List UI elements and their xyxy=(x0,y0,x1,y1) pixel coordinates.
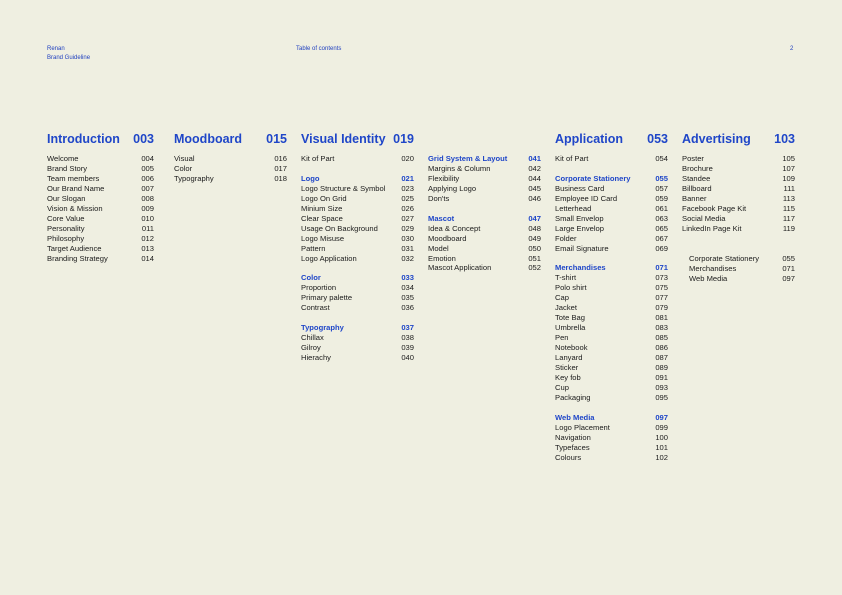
toc-item-label: Logo Structure & Symbol xyxy=(301,183,386,193)
toc-item[interactable] xyxy=(555,154,668,164)
toc-section-visual-identity-cont xyxy=(428,154,541,273)
toc-item-page: 095 xyxy=(655,392,668,402)
toc-list xyxy=(301,184,414,264)
toc-item[interactable] xyxy=(301,353,414,363)
toc-item[interactable] xyxy=(555,443,668,453)
toc-item[interactable] xyxy=(555,303,668,313)
toc-item[interactable] xyxy=(301,234,414,244)
toc-item-label: Poster xyxy=(682,154,704,163)
toc-item[interactable] xyxy=(682,224,795,234)
toc-item-label: Kit of Part xyxy=(301,154,335,163)
toc-item-page: 011 xyxy=(141,223,154,233)
toc-item-page: 099 xyxy=(655,422,668,432)
toc-item-label: Margins & Column xyxy=(428,163,491,173)
toc-item-page: 035 xyxy=(401,293,414,303)
toc-item-label: Logo On Grid xyxy=(301,193,347,203)
toc-section-moodboard xyxy=(174,132,287,184)
toc-item[interactable] xyxy=(301,283,414,293)
toc-item-page: 117 xyxy=(782,213,795,223)
toc-item-page: 093 xyxy=(655,382,668,392)
toc-item-label: Usage On Background xyxy=(301,223,378,233)
toc-item[interactable] xyxy=(47,154,154,164)
toc-item[interactable] xyxy=(301,154,414,164)
toc-item-page: 111 xyxy=(783,183,795,193)
toc-item-label: Pattern xyxy=(301,243,326,253)
toc-item-label: Key fob xyxy=(555,372,581,382)
toc-item[interactable] xyxy=(428,164,541,174)
toc-item-page: 086 xyxy=(655,343,668,353)
toc-item[interactable] xyxy=(47,214,154,224)
toc-item-page: 013 xyxy=(141,243,154,253)
toc-item-page: 113 xyxy=(782,193,795,203)
subsection-page: 097 xyxy=(655,412,668,422)
toc-item-page: 077 xyxy=(655,293,668,303)
toc-item-page: 091 xyxy=(655,372,668,382)
toc-item-label: Colours xyxy=(555,452,582,462)
toc-item-label: Large Envelop xyxy=(555,223,604,233)
toc-item-label: Brand Story xyxy=(47,163,88,173)
toc-item-label: Target Audience xyxy=(47,243,102,253)
toc-item-page: 061 xyxy=(655,203,668,213)
section-title-page: 015 xyxy=(266,132,287,146)
toc-item-label: Logo Placement xyxy=(555,422,610,432)
section-title[interactable] xyxy=(47,132,154,154)
toc-item-label: T-shirt xyxy=(555,273,577,283)
toc-item[interactable] xyxy=(555,244,668,254)
toc-item-label: Small Envelop xyxy=(555,213,604,223)
subsection-title: Logo xyxy=(301,173,320,183)
toc-item-page: 006 xyxy=(141,173,154,183)
toc-item[interactable] xyxy=(555,423,668,433)
toc-item-label: Primary palette xyxy=(301,293,353,303)
toc-item[interactable] xyxy=(555,204,668,214)
toc-item-label: Flexibility xyxy=(428,173,460,183)
section-title-label: Advertising xyxy=(682,132,751,146)
toc-item[interactable] xyxy=(301,184,414,194)
toc-item[interactable] xyxy=(555,333,668,343)
toc-section-introduction xyxy=(47,132,154,263)
toc-item-label: Emotion xyxy=(428,253,456,263)
toc-item-page: 042 xyxy=(528,163,541,173)
subsection-page: 033 xyxy=(401,273,414,283)
toc-section-application xyxy=(555,132,668,463)
toc-item[interactable] xyxy=(555,194,668,204)
subsection-logo[interactable] xyxy=(301,174,414,184)
brand-name: Renan xyxy=(47,46,65,52)
subsection-page: 047 xyxy=(528,213,541,223)
subsection-mascot[interactable] xyxy=(428,214,541,224)
toc-item[interactable] xyxy=(682,184,795,194)
toc-item-page: 105 xyxy=(782,154,795,163)
toc-item[interactable] xyxy=(689,254,795,264)
subsection-title: Corporate Stationery xyxy=(555,173,631,183)
toc-item-label: Clear Space xyxy=(301,213,343,223)
toc-item-label: Proportion xyxy=(301,283,337,293)
toc-item[interactable] xyxy=(174,154,287,164)
section-title[interactable] xyxy=(555,132,668,154)
toc-item[interactable] xyxy=(47,184,154,194)
toc-item-page: 087 xyxy=(655,353,668,363)
subsection-page: 071 xyxy=(655,263,668,273)
toc-item[interactable] xyxy=(555,373,668,383)
toc-item-page: 052 xyxy=(528,263,541,273)
toc-item-label: Billboard xyxy=(682,183,712,193)
toc-item-label: Lanyard xyxy=(555,353,583,363)
toc-item-page: 059 xyxy=(655,193,668,203)
toc-item-page: 107 xyxy=(782,163,795,173)
subsection-typography[interactable] xyxy=(301,323,414,333)
toc-item[interactable] xyxy=(301,194,414,204)
toc-item-label: Sticker xyxy=(555,362,579,372)
toc-item-label: Our Brand Name xyxy=(47,183,105,193)
toc-item-label: Chillax xyxy=(301,333,324,343)
toc-item-label: Contrast xyxy=(301,303,330,313)
toc-item[interactable] xyxy=(555,393,668,403)
subsection-title: Web Media xyxy=(555,412,595,422)
toc-item[interactable] xyxy=(428,184,541,194)
toc-item[interactable] xyxy=(428,224,541,234)
toc-item-page: 101 xyxy=(655,442,668,452)
toc-item-label: Kit of Part xyxy=(555,154,589,163)
toc-item-label: Business Card xyxy=(555,183,605,193)
toc-item-label: Facebook Page Kit xyxy=(682,203,747,213)
subsection-title: Merchandises xyxy=(555,263,606,273)
toc-item[interactable] xyxy=(555,184,668,194)
section-title[interactable] xyxy=(301,132,414,154)
toc-item-page: 079 xyxy=(655,303,668,313)
toc-item[interactable] xyxy=(47,174,154,184)
toc-item-label: LinkedIn Page Kit xyxy=(682,223,742,233)
toc-item-page: 010 xyxy=(141,213,154,223)
toc-item[interactable] xyxy=(301,303,414,313)
toc-item[interactable] xyxy=(47,224,154,234)
toc-item[interactable] xyxy=(301,343,414,353)
toc-section-visual-identity xyxy=(301,132,414,363)
toc-list xyxy=(682,254,795,284)
toc-item[interactable] xyxy=(555,214,668,224)
document-name: Brand Guideline xyxy=(47,55,91,61)
toc-item-label: Packaging xyxy=(555,392,591,402)
toc-item[interactable] xyxy=(47,164,154,174)
subsection-grid[interactable] xyxy=(428,154,541,164)
toc-list xyxy=(47,154,154,263)
toc-item-page: 063 xyxy=(655,213,668,223)
toc-item-label: Core Value xyxy=(47,213,85,223)
toc-item-label: Don'ts xyxy=(428,193,450,203)
toc-item-page: 045 xyxy=(528,183,541,193)
toc-item-page: 038 xyxy=(401,333,414,343)
toc-item[interactable] xyxy=(682,214,795,224)
toc-item-page: 018 xyxy=(274,173,287,183)
toc-item-page: 023 xyxy=(401,183,414,193)
toc-item[interactable] xyxy=(555,273,668,283)
toc-item-label: Team members xyxy=(47,173,100,183)
section-title-page: 053 xyxy=(647,132,668,146)
toc-item[interactable] xyxy=(689,264,795,274)
toc-list xyxy=(301,283,414,313)
toc-item-label: Web Media xyxy=(689,273,728,283)
toc-item-label: Model xyxy=(428,243,449,253)
toc-item-page: 007 xyxy=(141,183,154,193)
toc-item-page: 027 xyxy=(401,213,414,223)
toc-item[interactable] xyxy=(555,363,668,373)
toc-item[interactable] xyxy=(555,313,668,323)
toc-item[interactable] xyxy=(555,433,668,443)
toc-item[interactable] xyxy=(47,254,154,264)
toc-item-page: 009 xyxy=(141,203,154,213)
toc-item-page: 036 xyxy=(401,303,414,313)
toc-item-label: Welcome xyxy=(47,154,79,163)
toc-item[interactable] xyxy=(682,194,795,204)
toc-item[interactable] xyxy=(428,254,541,264)
toc-item[interactable] xyxy=(47,234,154,244)
subsection-corporate-stationery[interactable] xyxy=(555,174,668,184)
toc-item[interactable] xyxy=(301,333,414,343)
toc-item-label: Our Slogan xyxy=(47,193,86,203)
toc-list xyxy=(428,224,541,274)
subsection-page: 037 xyxy=(401,323,414,333)
toc-item-label: Corporate Stationery xyxy=(689,253,760,263)
toc-item-page: 102 xyxy=(655,452,668,462)
toc-item-page: 031 xyxy=(401,243,414,253)
toc-item[interactable] xyxy=(555,383,668,393)
toc-item-label: Typography xyxy=(174,173,214,183)
section-title-page: 103 xyxy=(774,132,795,146)
toc-item[interactable] xyxy=(301,244,414,254)
doc-header xyxy=(47,45,90,63)
toc-item-page: 054 xyxy=(655,154,668,163)
toc-item[interactable] xyxy=(682,164,795,174)
toc-item[interactable] xyxy=(555,224,668,234)
toc-list xyxy=(174,154,287,184)
subsection-web-media[interactable] xyxy=(555,413,668,423)
toc-item[interactable] xyxy=(301,204,414,214)
toc-item-label: Brochure xyxy=(682,163,713,173)
toc-item[interactable] xyxy=(174,164,287,174)
toc-item-label: Branding Strategy xyxy=(47,253,108,263)
toc-item-label: Letterhead xyxy=(555,203,592,213)
toc-item-label: Pen xyxy=(555,333,569,343)
toc-item-label: Employee ID Card xyxy=(555,193,618,203)
toc-item-page: 032 xyxy=(401,253,414,263)
toc-list xyxy=(428,164,541,204)
toc-item-page: 057 xyxy=(655,183,668,193)
toc-item-label: Social Media xyxy=(682,213,726,223)
toc-item-label: Moodboard xyxy=(428,233,467,243)
toc-item-label: Cup xyxy=(555,382,569,392)
toc-item-page: 097 xyxy=(782,273,795,283)
toc-item[interactable] xyxy=(47,194,154,204)
toc-item[interactable] xyxy=(682,174,795,184)
section-title-label: Application xyxy=(555,132,624,146)
toc-item[interactable] xyxy=(555,234,668,244)
toc-item-page: 039 xyxy=(401,343,414,353)
toc-item-label: Idea & Concept xyxy=(428,223,481,233)
toc-item-page: 034 xyxy=(401,283,414,293)
toc-item-label: Logo Application xyxy=(301,253,357,263)
toc-item-label: Vision & Mission xyxy=(47,203,103,213)
toc-item-label: Umbrella xyxy=(555,323,586,333)
toc-item[interactable] xyxy=(47,204,154,214)
toc-list xyxy=(301,333,414,363)
toc-item-page: 049 xyxy=(528,233,541,243)
toc-item-page: 115 xyxy=(782,203,795,213)
toc-item-page: 083 xyxy=(655,323,668,333)
toc-item-page: 089 xyxy=(655,362,668,372)
toc-item[interactable] xyxy=(301,254,414,264)
toc-item-page: 040 xyxy=(401,353,414,363)
subsection-merchandises[interactable] xyxy=(555,263,668,273)
toc-item-label: Typefaces xyxy=(555,442,590,452)
page-title: Table of contents xyxy=(296,46,342,52)
toc-item[interactable] xyxy=(555,353,668,363)
toc-item-label: Folder xyxy=(555,233,577,243)
toc-item[interactable] xyxy=(555,283,668,293)
toc-item-page: 055 xyxy=(782,253,795,263)
section-title-page: 019 xyxy=(393,132,414,146)
toc-item-page: 073 xyxy=(655,273,668,283)
toc-item-label: Polo shirt xyxy=(555,283,587,293)
toc-list xyxy=(682,154,795,234)
toc-item[interactable] xyxy=(555,323,668,333)
toc-item-label: Jacket xyxy=(555,303,577,313)
toc-section-advertising xyxy=(682,132,795,283)
toc-item[interactable] xyxy=(682,154,795,164)
toc-item-label: Tote Bag xyxy=(555,313,585,323)
page-number: 2 xyxy=(790,46,794,52)
subsection-page: 055 xyxy=(655,173,668,183)
toc-item-page: 069 xyxy=(655,243,668,253)
subsection-title: Grid System & Layout xyxy=(428,154,508,163)
toc-item-label: Merchandises xyxy=(689,263,737,273)
toc-item[interactable] xyxy=(428,174,541,184)
toc-item-label: Minium Size xyxy=(301,203,343,213)
toc-item-label: Gilroy xyxy=(301,343,321,353)
toc-item-label: Color xyxy=(174,163,193,173)
toc-item-page: 026 xyxy=(401,203,414,213)
toc-item-label: Banner xyxy=(682,193,707,203)
toc-item-page: 067 xyxy=(655,233,668,243)
toc-item[interactable] xyxy=(428,194,541,204)
toc-item-label: Notebook xyxy=(555,343,588,353)
toc-item-label: Standee xyxy=(682,173,711,183)
toc-item-label: Email Signature xyxy=(555,243,609,253)
toc-item-label: Visual xyxy=(174,154,195,163)
toc-item[interactable] xyxy=(689,274,795,284)
toc-item-page: 119 xyxy=(782,223,795,233)
toc-item-page: 051 xyxy=(528,253,541,263)
toc-item-label: Navigation xyxy=(555,432,591,442)
toc-item-page: 050 xyxy=(528,243,541,253)
toc-item-label: Mascot Application xyxy=(428,263,492,273)
toc-list xyxy=(555,273,668,402)
toc-item-page: 046 xyxy=(528,193,541,203)
toc-item-page: 100 xyxy=(655,432,668,442)
toc-item-page: 029 xyxy=(401,223,414,233)
toc-item-label: Cap xyxy=(555,293,569,303)
toc-item-page: 014 xyxy=(141,253,154,263)
toc-item[interactable] xyxy=(174,174,287,184)
toc-item[interactable] xyxy=(301,224,414,234)
toc-item-label: Philosophy xyxy=(47,233,85,243)
toc-item-page: 017 xyxy=(274,163,287,173)
toc-item[interactable] xyxy=(301,293,414,303)
toc-item-page: 075 xyxy=(655,283,668,293)
toc-item-page: 012 xyxy=(141,233,154,243)
toc-item[interactable] xyxy=(682,204,795,214)
toc-item-page: 044 xyxy=(528,173,541,183)
toc-item-page: 081 xyxy=(655,313,668,323)
toc-item-page: 030 xyxy=(401,233,414,243)
toc-item-label: Personality xyxy=(47,223,85,233)
subsection-page: 041 xyxy=(528,154,541,163)
section-title-label: Moodboard xyxy=(174,132,243,146)
section-title-label: Visual Identity xyxy=(301,132,386,146)
section-title-page: 003 xyxy=(133,132,154,146)
toc-item-page: 004 xyxy=(141,154,154,163)
toc-item-page: 048 xyxy=(528,223,541,233)
section-title[interactable] xyxy=(682,132,795,154)
toc-item[interactable] xyxy=(47,244,154,254)
toc-item-page: 085 xyxy=(655,333,668,343)
toc-item[interactable] xyxy=(301,214,414,224)
subsection-title: Color xyxy=(301,273,321,283)
section-title[interactable] xyxy=(174,132,287,154)
toc-item-page: 109 xyxy=(782,173,795,183)
subsection-color[interactable] xyxy=(301,273,414,283)
toc-item-label: Logo Misuse xyxy=(301,233,345,243)
toc-item[interactable] xyxy=(555,293,668,303)
toc-list xyxy=(555,184,668,254)
toc-item[interactable] xyxy=(555,453,668,463)
subsection-page: 021 xyxy=(401,173,414,183)
toc-item-page: 065 xyxy=(655,223,668,233)
toc-item-page: 008 xyxy=(141,193,154,203)
toc-item-page: 025 xyxy=(401,193,414,203)
section-title-label: Introduction xyxy=(47,132,120,146)
toc-item-page: 020 xyxy=(401,154,414,163)
toc-item[interactable] xyxy=(555,343,668,353)
subsection-title: Mascot xyxy=(428,213,455,223)
toc-item[interactable] xyxy=(428,244,541,254)
subsection-title: Typography xyxy=(301,323,344,333)
toc-item-page: 071 xyxy=(782,263,795,273)
toc-list xyxy=(555,423,668,463)
toc-item-label: Hierachy xyxy=(301,353,331,363)
toc-item-label: Applying Logo xyxy=(428,183,477,193)
toc-item-page: 016 xyxy=(274,154,287,163)
toc-item-page: 005 xyxy=(141,163,154,173)
toc-item[interactable] xyxy=(428,234,541,244)
toc-item[interactable] xyxy=(428,263,541,273)
